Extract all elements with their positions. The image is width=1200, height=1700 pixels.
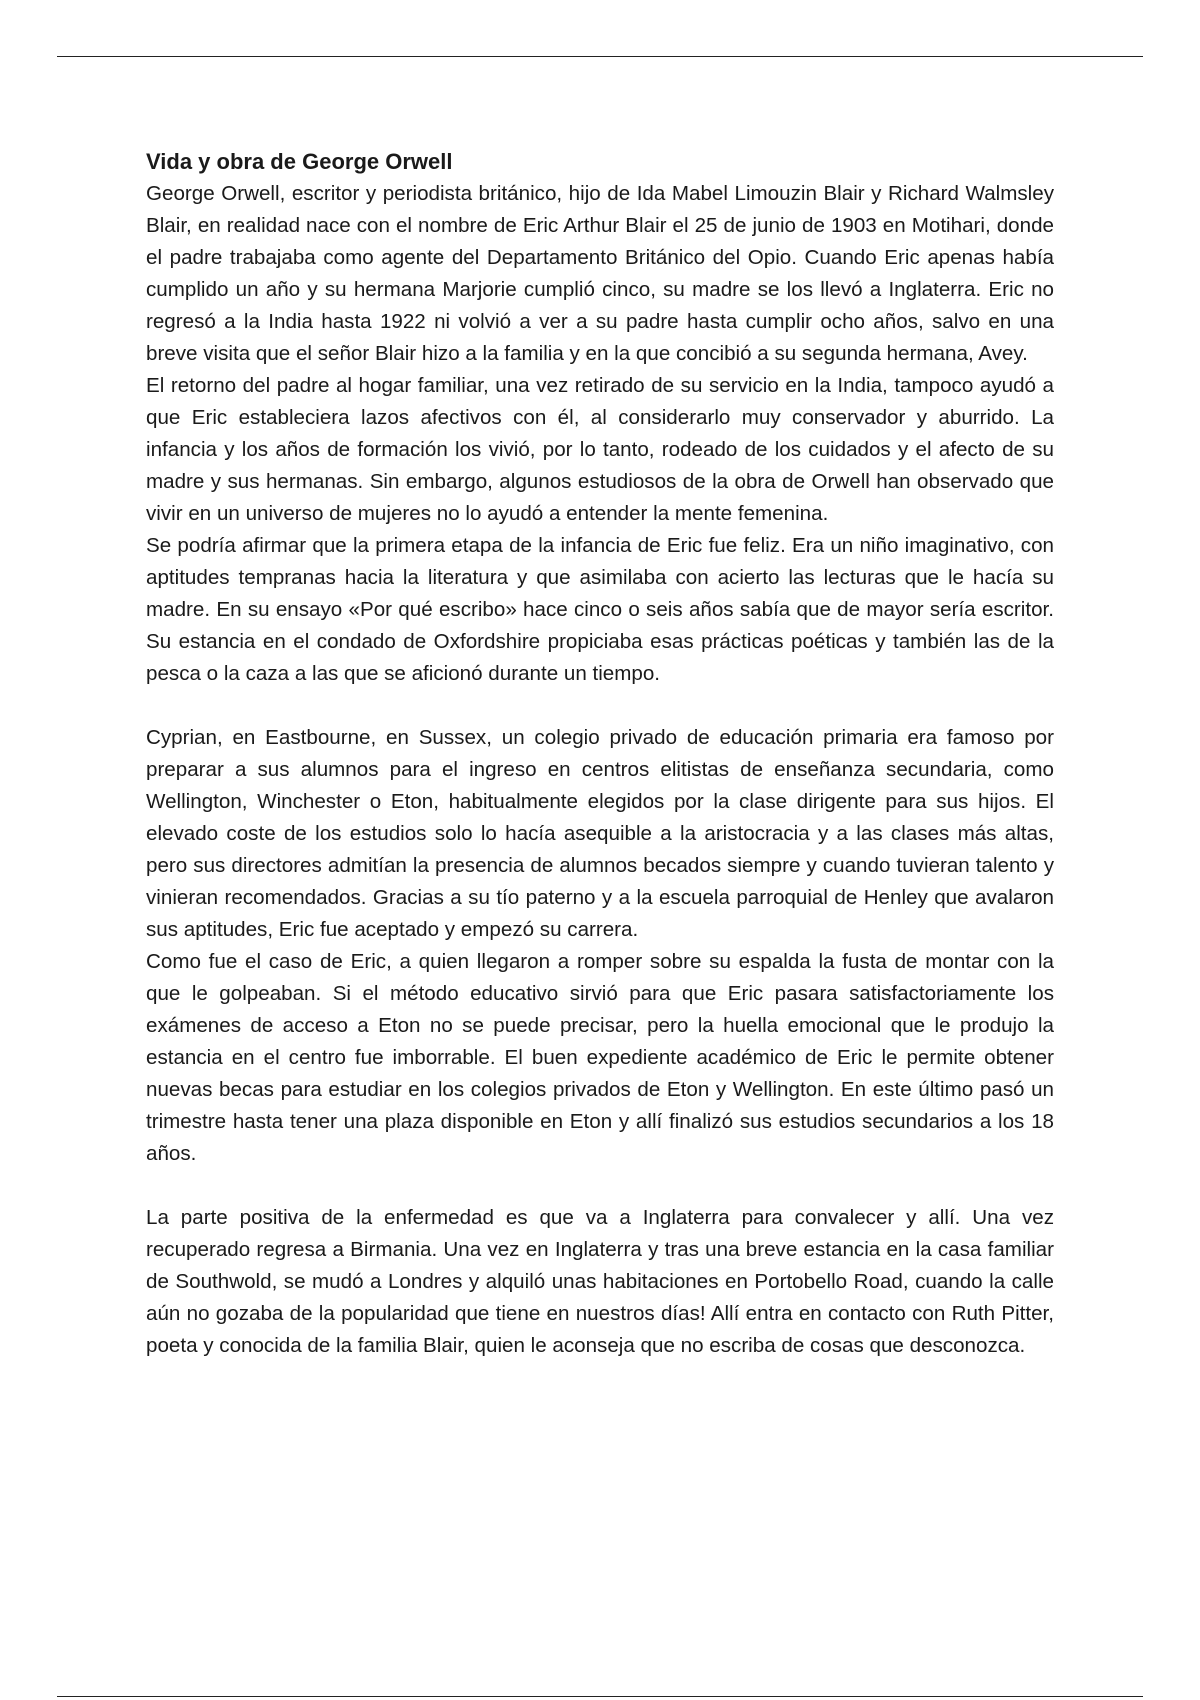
paragraph-3: Se podría afirmar que la primera etapa de la infancia de Eric fue feliz. Era un niño imaginativo, con aptitudes tempranas hacia la literatura y que asimilaba con acierto las lecturas que le hacía su madre. En su ensayo «Por qué escribo» hace cinco o seis años sabía que de mayor sería escritor. Su estancia en el condado de Oxfordshire propiciaba esas prácticas poéticas y también las de la pesca o la caza a las que se aficionó durante un tiempo.: [146, 534, 1054, 685]
paragraph-1: George Orwell, escritor y periodista británico, hijo de Ida Mabel Limouzin Blair y Richard Walmsley Blair, en realidad nace con el nombre de Eric Arthur Blair el 25 de junio de 1903 en Motihari, donde el padre trabajaba como agente del Departamento Británico del Opio. Cuando Eric apenas había cumplido un año y su hermana Marjorie cumplió cinco, su madre se los llevó a Inglaterra. Eric no regresó a la India hasta 1922 ni volvió a ver a su padre hasta cumplir ocho años, salvo en una breve visita que el señor Blair hizo a la familia y en la que concibió a su segunda hermana, Avey.: [146, 182, 1054, 365]
paragraph-2: El retorno del padre al hogar familiar, una vez retirado de su servicio en la India, tampoco ayudó a que Eric estableciera lazos afectivos con él, al considerarlo muy conservador y aburrido. La infancia y los años de formación los vivió, por lo tanto, rodeado de los cuidados y el afecto de su madre y sus hermanas. Sin embargo, algunos estudiosos de la obra de Orwell han observado que vivir en un universo de mujeres no lo ayudó a entender la mente femenina.: [146, 374, 1054, 525]
paragraph-spacer: [146, 1170, 1054, 1202]
document-body: [146, 146, 1054, 1362]
paragraph-6: La parte positiva de la enfermedad es que va a Inglaterra para convalecer y allí. Una vez recuperado regresa a Birmania. Una vez en Inglaterra y tras una breve estancia en la casa familiar de Southwold, se mudó a Londres y alquiló unas habitaciones en Portobello Road, cuando la calle aún no gozaba de la popularidad que tiene en nuestros días! Allí entra en contacto con Ruth Pitter, poeta y conocida de la familia Blair, quien le aconseja que no escriba de cosas que desconozca.: [146, 1206, 1054, 1357]
paragraph-4: Cyprian, en Eastbourne, en Sussex, un colegio privado de educación primaria era famoso por preparar a sus alumnos para el ingreso en centros elitistas de enseñanza secundaria, como Wellington, Winchester o Eton, habitualmente elegidos por la clase dirigente para sus hijos. El elevado coste de los estudios solo lo hacía asequible a la aristocracia y a las clases más altas, pero sus directores admitían la presencia de alumnos becados siempre y cuando tuvieran talento y vinieran recomendados. Gracias a su tío paterno y a la escuela parroquial de Henley que avalaron sus aptitudes, Eric fue aceptado y empezó su carrera.: [146, 726, 1054, 941]
top-divider: [57, 56, 1143, 57]
paragraph-spacer: [146, 690, 1054, 722]
document-title: Vida y obra de George Orwell: [146, 149, 453, 174]
bottom-divider: [57, 1696, 1143, 1697]
paragraph-5: Como fue el caso de Eric, a quien llegaron a romper sobre su espalda la fusta de montar con la que le golpeaban. Si el método educativo sirvió para que Eric pasara satisfactoriamente los exámenes de acceso a Eton no se puede precisar, pero la huella emocional que le produjo la estancia en el centro fue imborrable. El buen expediente académico de Eric le permite obtener nuevas becas para estudiar en los colegios privados de Eton y Wellington. En este último pasó un trimestre hasta tener una plaza disponible en Eton y allí finalizó sus estudios secundarios a los 18 años.: [146, 950, 1054, 1165]
